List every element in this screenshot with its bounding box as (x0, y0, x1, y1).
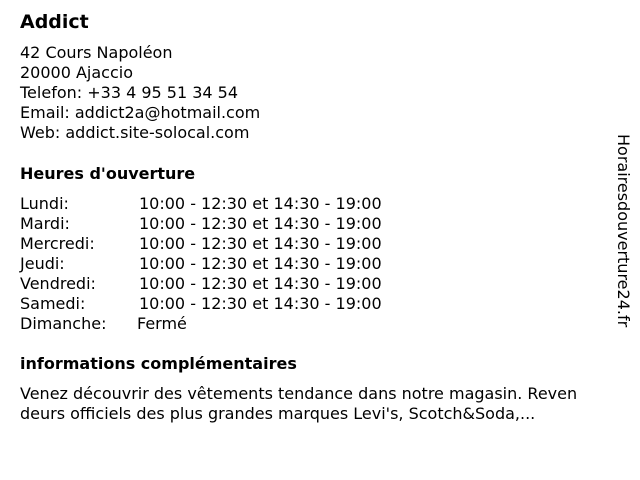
phone-line: Telefon: +33 4 95 51 34 54 (20, 83, 239, 102)
description-line-1: Venez découvrir des vêtements tendance dans notre magasin. Reven (20, 384, 578, 403)
day-hours: 10:00 - 12:30 et 14:30 - 19:00 (139, 294, 382, 313)
day-label: Mardi: (20, 214, 70, 233)
day-hours: 10:00 - 12:30 et 14:30 - 19:00 (139, 234, 382, 253)
hours-row-sunday (20, 314, 440, 334)
day-hours: 10:00 - 12:30 et 14:30 - 19:00 (139, 214, 382, 233)
day-label: Vendredi: (20, 274, 96, 293)
description-line-2: deurs officiels des plus grandes marques Levi's, Scotch&Soda,... (20, 404, 536, 423)
day-hours: 10:00 - 12:30 et 14:30 - 19:00 (139, 274, 382, 293)
hours-row-tuesday (20, 214, 440, 234)
day-label: Lundi: (20, 194, 69, 213)
address-line-2: 20000 Ajaccio (20, 63, 134, 82)
opening-hours-heading: Heures d'ouverture (20, 164, 196, 183)
additional-info-heading: informations complémentaires (20, 354, 297, 373)
contact-block (20, 43, 260, 143)
shop-name: Addict (20, 11, 89, 33)
opening-hours-table (20, 194, 440, 334)
day-label: Samedi: (20, 294, 86, 313)
web-line: Web: addict.site-solocal.com (20, 123, 250, 142)
email-line: Email: addict2a@hotmail.com (20, 103, 261, 122)
day-label: Dimanche: (20, 314, 107, 333)
day-hours: 10:00 - 12:30 et 14:30 - 19:00 (139, 254, 382, 273)
shop-description (20, 384, 620, 424)
hours-row-monday (20, 194, 440, 214)
site-watermark: Horairesdouverture24.fr (614, 134, 633, 328)
hours-row-wednesday (20, 234, 440, 254)
day-hours: Fermé (137, 314, 187, 333)
hours-row-friday (20, 274, 440, 294)
day-label: Mercredi: (20, 234, 95, 253)
hours-row-thursday (20, 254, 440, 274)
address-line-1: 42 Cours Napoléon (20, 43, 173, 62)
hours-row-saturday (20, 294, 440, 314)
day-label: Jeudi: (20, 254, 65, 273)
day-hours: 10:00 - 12:30 et 14:30 - 19:00 (139, 194, 382, 213)
